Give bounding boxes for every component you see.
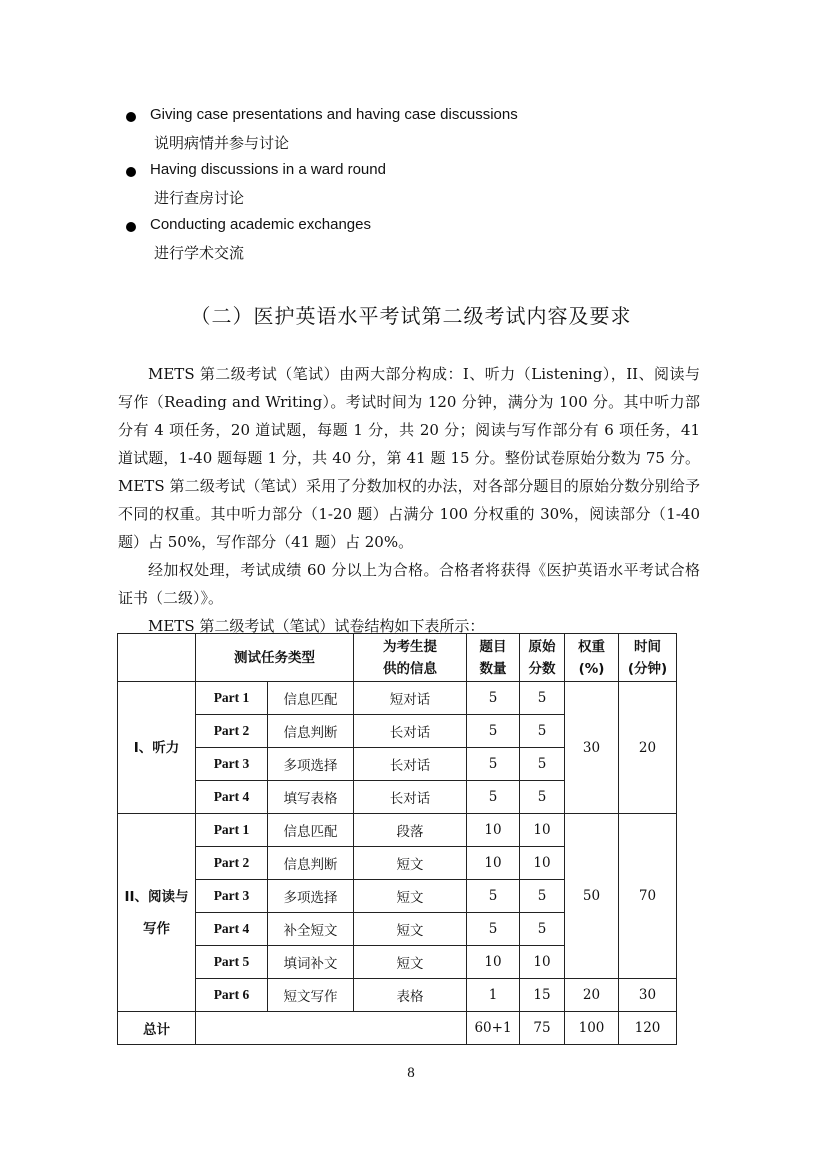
table-row bbox=[118, 814, 677, 847]
raw-cell: 10 bbox=[520, 847, 565, 880]
paragraph: 经加权处理，考试成绩 60 分以上为合格。合格者将获得《医护英语水平考试合格证书（二级）》。 bbox=[118, 561, 700, 607]
type-cell: 信息匹配 bbox=[268, 814, 354, 847]
count-cell: 10 bbox=[467, 847, 520, 880]
part-cell: Part 2 bbox=[196, 715, 268, 748]
header-info: 为考生提 供的信息 bbox=[354, 634, 467, 682]
part-cell: Part 1 bbox=[196, 814, 268, 847]
bullet-chinese: 进行查房讨论 bbox=[154, 189, 245, 207]
writing-weight: 20 bbox=[565, 979, 619, 1012]
header-cell-empty bbox=[118, 634, 196, 682]
reading-section-label: II、阅读与 写作 bbox=[118, 814, 196, 1012]
exam-structure-table bbox=[117, 633, 677, 1045]
part-cell: Part 6 bbox=[196, 979, 268, 1012]
raw-cell: 10 bbox=[520, 946, 565, 979]
info-cell: 表格 bbox=[354, 979, 467, 1012]
raw-cell: 5 bbox=[520, 880, 565, 913]
count-cell: 5 bbox=[467, 880, 520, 913]
header-weight: 权重 (%) bbox=[565, 634, 619, 682]
header-task-type: 测试任务类型 bbox=[196, 634, 354, 682]
type-cell: 信息匹配 bbox=[268, 682, 354, 715]
header-raw-score: 原始 分数 bbox=[520, 634, 565, 682]
raw-cell: 10 bbox=[520, 814, 565, 847]
count-cell: 5 bbox=[467, 748, 520, 781]
total-label: 总计 bbox=[118, 1012, 196, 1045]
info-cell: 短文 bbox=[354, 913, 467, 946]
info-cell: 短对话 bbox=[354, 682, 467, 715]
count-cell: 5 bbox=[467, 682, 520, 715]
reading-weight: 50 bbox=[565, 814, 619, 979]
bullet-item bbox=[122, 104, 722, 159]
header-count: 题目 数量 bbox=[467, 634, 520, 682]
raw-cell: 5 bbox=[520, 715, 565, 748]
bullet-chinese: 说明病情并参与讨论 bbox=[154, 134, 290, 152]
info-cell: 短文 bbox=[354, 847, 467, 880]
reading-time: 70 bbox=[619, 814, 677, 979]
bullet-chinese: 进行学术交流 bbox=[154, 244, 245, 262]
table-row bbox=[118, 682, 677, 715]
info-cell: 长对话 bbox=[354, 781, 467, 814]
count-cell: 10 bbox=[467, 946, 520, 979]
type-cell: 信息判断 bbox=[268, 715, 354, 748]
bullet-list bbox=[122, 104, 722, 269]
type-cell: 多项选择 bbox=[268, 880, 354, 913]
part-cell: Part 2 bbox=[196, 847, 268, 880]
count-cell: 5 bbox=[467, 715, 520, 748]
total-count: 60+1 bbox=[467, 1012, 520, 1045]
bullet-dot-icon bbox=[126, 167, 136, 177]
bullet-item bbox=[122, 214, 722, 269]
listening-time: 20 bbox=[619, 682, 677, 814]
table-total-row bbox=[118, 1012, 677, 1045]
header-time: 时间 (分钟) bbox=[619, 634, 677, 682]
raw-cell: 5 bbox=[520, 748, 565, 781]
page-number: 8 bbox=[407, 1065, 415, 1081]
listening-weight: 30 bbox=[565, 682, 619, 814]
table-header-row bbox=[118, 634, 677, 682]
writing-time: 30 bbox=[619, 979, 677, 1012]
bullet-english: Giving case presentations and having case discussions bbox=[150, 106, 518, 123]
type-cell: 补全短文 bbox=[268, 913, 354, 946]
listening-section-label: I、听力 bbox=[118, 682, 196, 814]
type-cell: 信息判断 bbox=[268, 847, 354, 880]
info-cell: 长对话 bbox=[354, 715, 467, 748]
info-cell: 段落 bbox=[354, 814, 467, 847]
count-cell: 10 bbox=[467, 814, 520, 847]
raw-cell: 5 bbox=[520, 913, 565, 946]
part-cell: Part 5 bbox=[196, 946, 268, 979]
part-cell: Part 4 bbox=[196, 913, 268, 946]
bullet-item bbox=[122, 159, 722, 214]
info-cell: 长对话 bbox=[354, 748, 467, 781]
part-cell: Part 3 bbox=[196, 748, 268, 781]
part-cell: Part 4 bbox=[196, 781, 268, 814]
part-cell: Part 1 bbox=[196, 682, 268, 715]
type-cell: 填词补文 bbox=[268, 946, 354, 979]
bullet-dot-icon bbox=[126, 222, 136, 232]
bullet-english: Conducting academic exchanges bbox=[150, 216, 371, 233]
raw-cell: 5 bbox=[520, 682, 565, 715]
count-cell: 5 bbox=[467, 781, 520, 814]
bullet-dot-icon bbox=[126, 112, 136, 122]
paragraph: METS 第二级考试（笔试）试卷结构如下表所示： bbox=[148, 617, 485, 635]
total-time: 120 bbox=[619, 1012, 677, 1045]
raw-cell: 5 bbox=[520, 781, 565, 814]
bullet-english: Having discussions in a ward round bbox=[150, 161, 386, 178]
type-cell: 短文写作 bbox=[268, 979, 354, 1012]
total-raw: 75 bbox=[520, 1012, 565, 1045]
table-row bbox=[118, 979, 677, 1012]
total-weight: 100 bbox=[565, 1012, 619, 1045]
count-cell: 5 bbox=[467, 913, 520, 946]
info-cell: 短文 bbox=[354, 880, 467, 913]
part-cell: Part 3 bbox=[196, 880, 268, 913]
raw-cell: 15 bbox=[520, 979, 565, 1012]
type-cell: 填写表格 bbox=[268, 781, 354, 814]
paragraph: METS 第二级考试（笔试）由两大部分构成：I、听力（Listening），II、阅读与写作（Reading and Writing）。考试时间为 120 分钟，满分为 100 分。其中听力部分有 4 项任务，20 道试题，每题 1 分，共 20 分；阅读与写作部分有 6 项任务，41 道试题，1-40 题每题 1 分，共 40 分，第 41 题 15 分。整份试卷原始分数为 75 分。METS 第二级考试（笔试）采用了分数加权的办法，对各部分题目的原始分数分别给予不同的权重。其中听力部分（1-20 题）占满分 100 分权重的 30%，阅读部分（1-40 题）占 50%，写作部分（41 题）占 20%。 bbox=[118, 365, 700, 551]
section-heading: （二）医护英语水平考试第二级考试内容及要求 bbox=[190, 304, 632, 328]
count-cell: 1 bbox=[467, 979, 520, 1012]
total-empty-cell bbox=[196, 1012, 467, 1045]
body-text bbox=[118, 360, 700, 640]
type-cell: 多项选择 bbox=[268, 748, 354, 781]
info-cell: 短文 bbox=[354, 946, 467, 979]
